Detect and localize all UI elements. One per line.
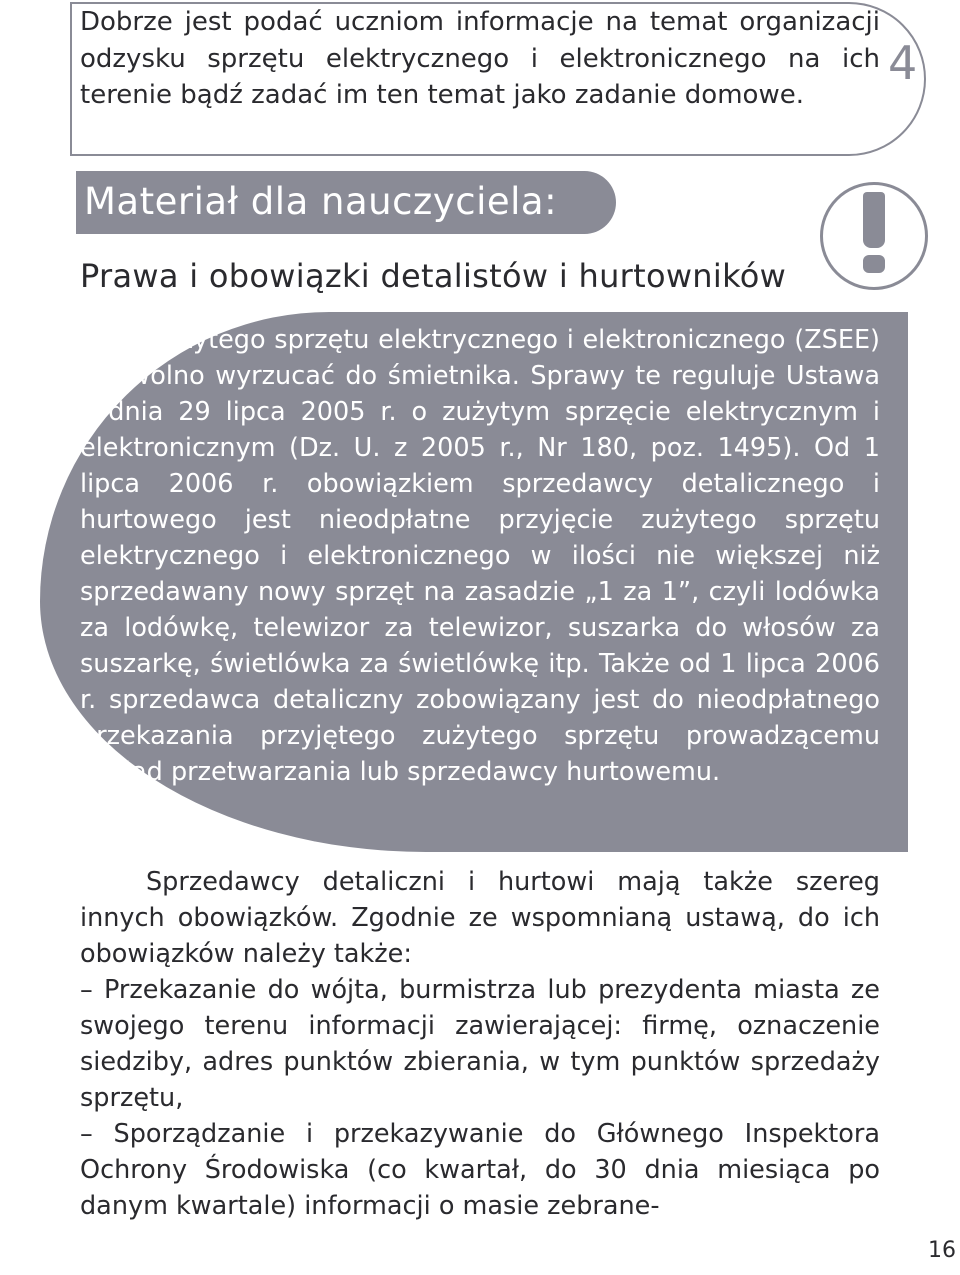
info-panel-body: Zużytego sprzętu elektrycznego i elektronicznego (ZSEE) nie wolno wyrzucać do śmietnika. Sprawy te reguluje Ustawa z dnia 29 lipca 2005 r. o zużytym sprzęcie elektrycznym i elektronicznym (Dz. U. z 2005 r., Nr 180, poz. 1495). Od 1 lipca 2006 r. obowiązkiem sprzedawcy detalicznego i hurtowego jest nieodpłatne przyjęcie zużytego sprzętu elektrycznego i elektronicznego w ilości nie większej niż sprzedawany nowy sprzęt na zasadzie „1 za 1”, czyli lodówka za lodówkę, telewizor za telewizor, suszarka do włosów za suszarkę, świetlówka za świetlówkę itp. Także od 1 lipca 2006 r. sprzedawca detaliczny zobowiązany jest do nieodpłatnego przekazania przyjętego zużytego sprzętu prowadzącemu zakład przetwarzania lub sprzedawcy hurtowemu. (80, 325, 880, 787)
section-number: 4 (888, 36, 918, 90)
body-item-1: – Przekazanie do wójta, burmistrza lub prezydenta miasta ze swojego terenu informacji zawierającej: firmę, oznaczenie siedziby, adres punktów zbierania, w tym punktów sprzedaży sprzętu, (80, 975, 880, 1113)
teacher-label: Materiał dla nauczyciela: (84, 180, 558, 223)
section-subtitle: Prawa i obowiązki detalistów i hurtowników (80, 257, 787, 295)
body-intro-text: Sprzedawcy detaliczni i hurtowi mają także szereg innych obowiązków. Zgodnie ze wspomnianą ustawą, do ich obowiązków należy także: (80, 867, 880, 969)
body-text (80, 864, 880, 1224)
body-item-2: – Sporządzanie i przekazywanie do Głównego Inspektora Ochrony Środowiska (co kwartał, do 30 dnia miesiąca po danym kwartale) informacji o masie zebrane- (80, 1119, 880, 1221)
exclamation-icon-dot (863, 255, 885, 273)
exclamation-icon-bar (863, 192, 885, 248)
tip-text: Dobrze jest podać uczniom informacje na temat organizacji odzysku sprzętu elektrycznego i elektronicznego na ich terenie bądź zadać im ten temat jako zadanie domowe. (80, 7, 880, 110)
page-number: 16 (928, 1238, 956, 1263)
body-intro (80, 864, 880, 972)
info-panel-text (80, 322, 880, 790)
